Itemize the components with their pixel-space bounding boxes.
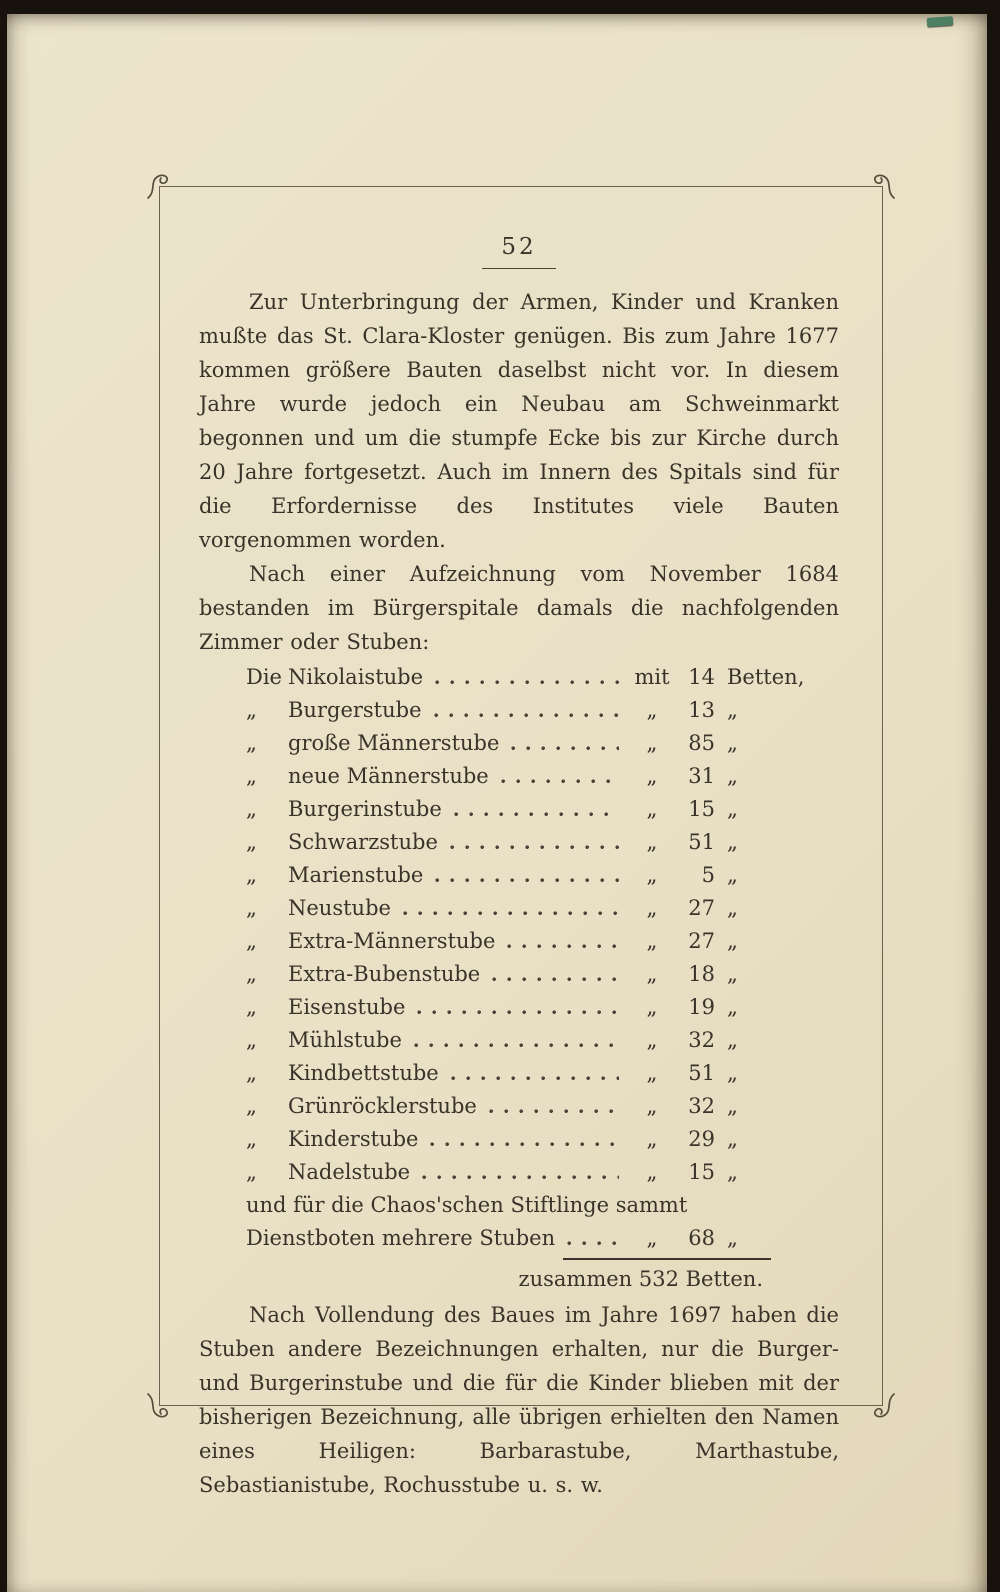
bed-count: 13: [688, 698, 715, 722]
count-suffix: „: [727, 1094, 738, 1118]
ditto-or-article: „: [246, 1127, 257, 1151]
list-item: [246, 1156, 839, 1189]
count-suffix: „: [727, 929, 738, 953]
ditto-or-article: „: [246, 896, 257, 920]
room-name: Neustube: [288, 896, 391, 920]
list-item: [246, 793, 839, 826]
page-number-block: [199, 230, 839, 269]
bed-count: 14: [688, 665, 715, 689]
dot-leader: [489, 1109, 619, 1114]
bed-count: 68: [688, 1226, 715, 1250]
list-item: [246, 694, 839, 727]
paragraph-renaming: Nach Vollendung des Baues im Jahre 1697 haben die Stuben andere Bezeichnungen erhalten, nur die Burger- und Burgerinstube und die für die Kinder blieben mit der bisherigen Bezeichnung, alle übrigen erhielten den Namen eines Heiligen: Barbarastube, Marthastube, Sebastianistube, Rochusstube u. s. w.: [199, 1303, 839, 1497]
rooms-list-block: [246, 661, 839, 1296]
count-suffix: „: [727, 830, 738, 854]
list-item-final-line2: [246, 1222, 839, 1255]
room-name: Nikolaistube: [288, 665, 424, 689]
list-item: [246, 661, 839, 694]
dot-leader: [403, 911, 619, 916]
bed-count: 18: [688, 962, 715, 986]
count-prefix: „: [646, 1061, 658, 1085]
list-item-final-line1: [246, 1189, 839, 1222]
count-prefix: „: [646, 962, 658, 986]
count-suffix: „: [727, 962, 738, 986]
ditto-or-article: „: [246, 797, 257, 821]
ditto-or-article: „: [246, 830, 257, 854]
page-content: [159, 186, 881, 1497]
ditto-or-article: „: [246, 1061, 257, 1085]
bed-count: 5: [701, 863, 715, 887]
list-item: [246, 925, 839, 958]
count-prefix: „: [646, 929, 658, 953]
room-name: Extra-Bubenstube: [288, 962, 481, 986]
ditto-or-article: „: [246, 764, 257, 788]
dot-leader: [451, 1076, 619, 1081]
rooms-list: [246, 661, 839, 1189]
count-suffix: „: [727, 1028, 738, 1052]
bed-count: 27: [688, 896, 715, 920]
ditto-or-article: „: [246, 1028, 257, 1052]
count-prefix: mit: [634, 665, 670, 689]
ditto-or-article: Die: [246, 665, 282, 689]
count-prefix: „: [646, 797, 658, 821]
count-suffix: „: [727, 1160, 738, 1184]
bed-count: 19: [688, 995, 715, 1019]
dot-leader: [434, 713, 619, 718]
count-prefix: „: [646, 764, 658, 788]
bed-count: 51: [688, 830, 715, 854]
dot-leader: [567, 1241, 619, 1246]
room-name: neue Männerstube: [288, 764, 489, 788]
count-suffix: „: [727, 1127, 738, 1151]
dot-leader: [435, 680, 619, 685]
list-item: [246, 859, 839, 892]
count-prefix: „: [646, 995, 658, 1019]
page-number: 52: [501, 234, 537, 260]
count-suffix: „: [727, 764, 738, 788]
room-name: Extra-Männerstube: [288, 929, 496, 953]
room-name: Mühlstube: [288, 1028, 402, 1052]
bed-count: 51: [688, 1061, 715, 1085]
room-name: Dienstboten mehrere Stuben: [246, 1226, 556, 1250]
bookmark-ribbon: [927, 16, 954, 27]
dot-leader: [492, 977, 619, 982]
ditto-or-article: „: [246, 863, 257, 887]
ditto-or-article: „: [246, 1160, 257, 1184]
count-suffix: „: [727, 1061, 738, 1085]
list-item: [246, 727, 839, 760]
dot-leader: [501, 779, 619, 784]
count-suffix: „: [727, 896, 738, 920]
list-item: [246, 760, 839, 793]
count-suffix: „: [727, 995, 738, 1019]
ditto-or-article: „: [246, 962, 257, 986]
final-entry-text: und für die Chaos'schen Stiftlinge sammt: [246, 1193, 688, 1217]
bed-count: 32: [688, 1094, 715, 1118]
dot-leader: [511, 746, 619, 751]
count-suffix: Betten,: [727, 665, 805, 689]
ditto-or-article: „: [246, 929, 257, 953]
dot-leader: [414, 1043, 619, 1048]
bed-count: 27: [688, 929, 715, 953]
list-item: [246, 826, 839, 859]
count-prefix: „: [646, 731, 658, 755]
book-page: [7, 14, 987, 1592]
count-suffix: „: [727, 698, 738, 722]
paragraph-record-intro: Nach einer Aufzeichnung vom November 1684 bestanden im Bürgerspitale damals die nachfolgenden Zimmer oder Stuben:: [199, 562, 839, 654]
bed-count: 32: [688, 1028, 715, 1052]
room-name: Marienstube: [288, 863, 424, 887]
room-name: Kindbettstube: [288, 1061, 439, 1085]
bed-count: 85: [688, 731, 715, 755]
paragraph-history: Zur Unterbringung der Armen, Kinder und Kranken mußte das St. Clara-Kloster genügen. Bis zum Jahre 1677 kommen größere Bauten daselbst nicht vor. In diesem Jahre wurde jedoch ein Neubau am Schweinmarkt begonnen und um die stumpfe Ecke bis zur Kirche durch 20 Jahre fortgesetzt. Auch im Innern des Spitals sind für die Erfordernisse des Institutes viele Bauten vorgenommen worden.: [199, 290, 839, 552]
count-prefix: „: [646, 1226, 658, 1250]
count-prefix: „: [646, 863, 658, 887]
dot-leader: [422, 1175, 619, 1180]
room-name: Eisenstube: [288, 995, 406, 1019]
ditto-or-article: „: [246, 698, 257, 722]
room-name: Kinderstube: [288, 1127, 419, 1151]
room-name: Burgerstube: [288, 698, 422, 722]
room-name: Schwarzstube: [288, 830, 438, 854]
list-item: [246, 958, 839, 991]
dot-leader: [430, 1142, 619, 1147]
dot-leader: [417, 1010, 619, 1015]
count-prefix: „: [646, 1127, 658, 1151]
list-item: [246, 991, 839, 1024]
count-suffix: „: [727, 863, 738, 887]
ditto-or-article: „: [246, 995, 257, 1019]
count-suffix: „: [727, 1226, 738, 1250]
count-prefix: „: [646, 1160, 658, 1184]
count-prefix: „: [646, 896, 658, 920]
total-text: zusammen 532 Betten.: [518, 1267, 763, 1291]
room-name: Grünröcklerstube: [288, 1094, 477, 1118]
dot-leader: [435, 878, 619, 883]
room-name: Burgerinstube: [288, 797, 442, 821]
ditto-or-article: „: [246, 1094, 257, 1118]
count-prefix: „: [646, 830, 658, 854]
count-prefix: „: [646, 1094, 658, 1118]
bed-count: 15: [688, 1160, 715, 1184]
room-name: große Männerstube: [288, 731, 500, 755]
count-prefix: „: [646, 1028, 658, 1052]
list-item: [246, 892, 839, 925]
list-item: [246, 1057, 839, 1090]
dot-leader: [507, 944, 619, 949]
list-item: [246, 1090, 839, 1123]
ditto-or-article: „: [246, 731, 257, 755]
bed-count: 29: [688, 1127, 715, 1151]
count-suffix: „: [727, 797, 738, 821]
count-prefix: „: [646, 698, 658, 722]
dot-leader: [454, 812, 619, 817]
room-name: Nadelstube: [288, 1160, 411, 1184]
bed-count: 15: [688, 797, 715, 821]
list-item: [246, 1024, 839, 1057]
sum-rule: [563, 1258, 771, 1260]
list-item: [246, 1123, 839, 1156]
page-number-rule: [482, 268, 556, 269]
dot-leader: [450, 845, 619, 850]
bed-count: 31: [688, 764, 715, 788]
count-suffix: „: [727, 731, 738, 755]
total-line: [246, 1262, 839, 1296]
